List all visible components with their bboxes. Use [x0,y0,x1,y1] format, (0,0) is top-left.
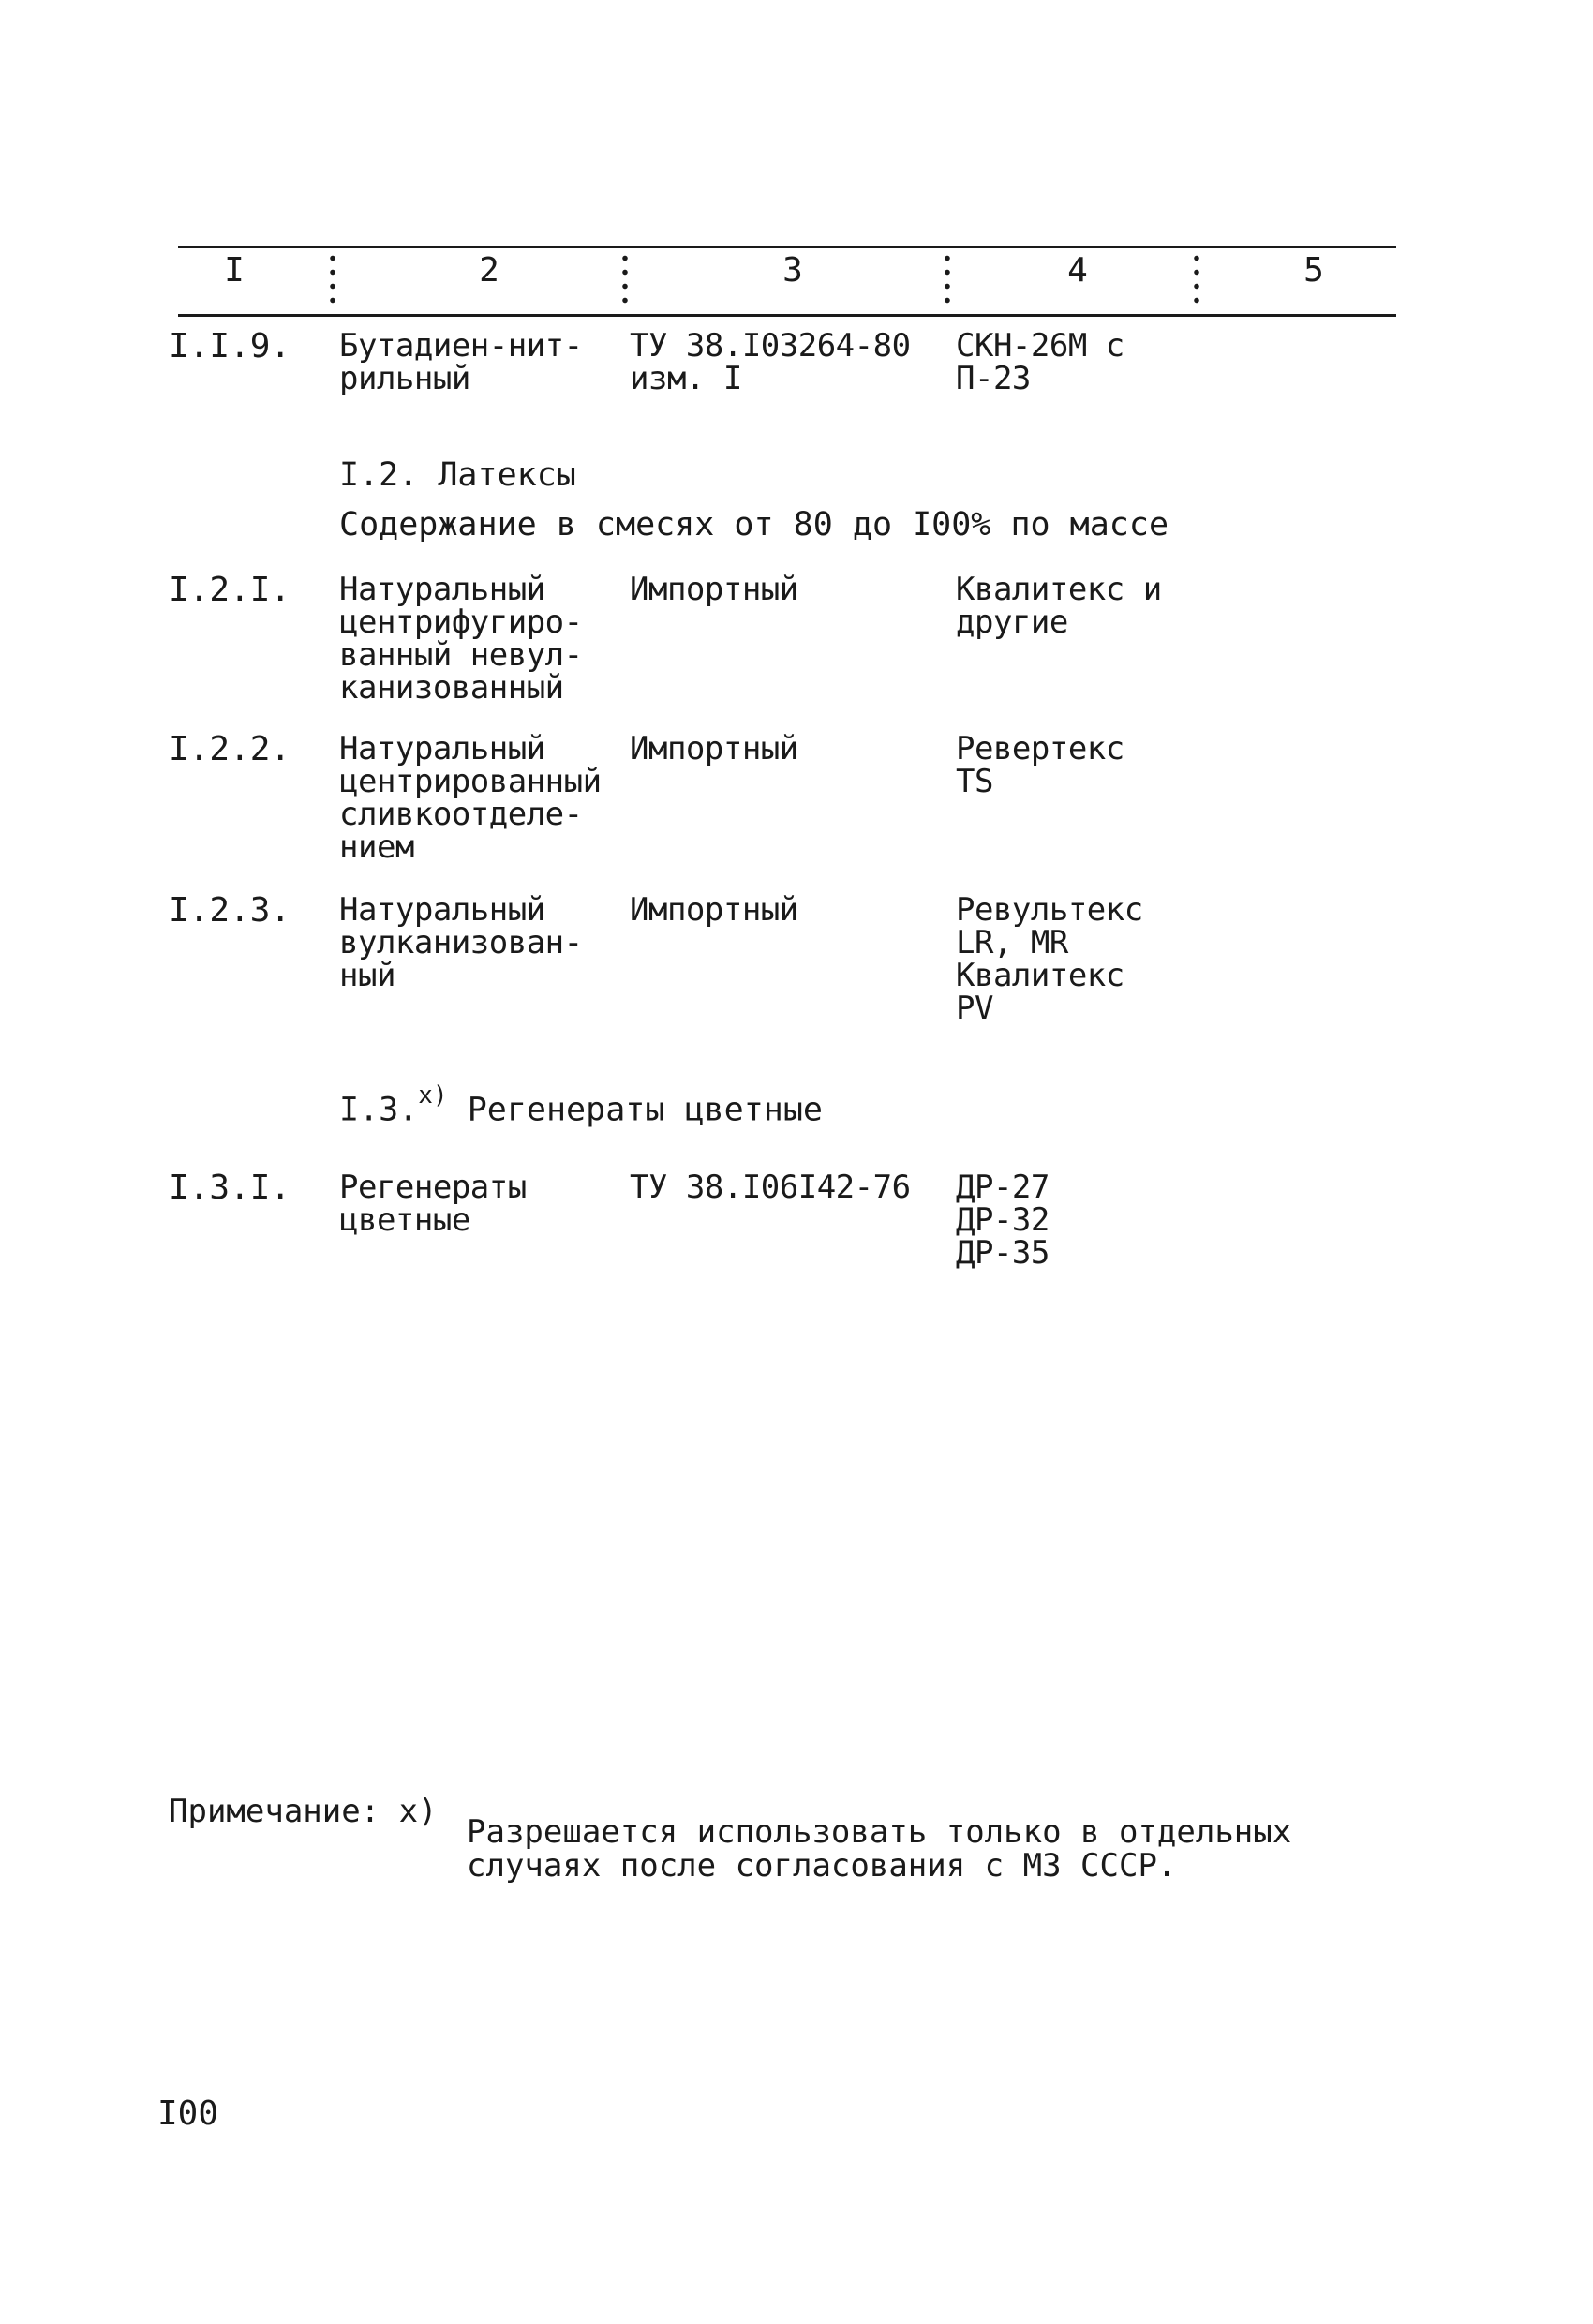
row-spec: Импортный [630,730,798,767]
row-number: I.2.I. [169,571,291,609]
page-number: I00 [157,2094,219,2133]
header-col-5: 5 [1303,251,1324,290]
column-separator [622,251,628,309]
column-separator [330,251,335,309]
row-name: Бутадиен-нит- рильный [339,327,583,397]
row-grade: Ревультекс LR, МR Квалитекс PV [956,891,1143,1027]
section-title: Регенераты цветные [467,1091,823,1129]
column-separator [945,251,950,309]
section-subtitle: Содержание в смесях от 80 до I00% по массе [339,506,1169,544]
row-name: Натуральный центрированный сливкоотделе- нием [339,730,602,866]
section-heading [339,1081,823,1129]
row-number: I.I.9. [169,327,291,365]
header-col-4: 4 [1067,251,1088,290]
row-spec: Импортный [630,571,798,608]
row-number: I.3.I. [169,1169,291,1207]
row-number: I.2.2. [169,730,291,768]
row-spec: Импортный [630,891,798,929]
row-grade: ДР-27 ДР-32 ДР-35 [956,1169,1050,1272]
row-name: Натуральный вулканизован- ный [339,891,583,994]
footnote-mark: x) [418,1081,448,1110]
row-grade: СКН-26М с П-23 [956,327,1124,397]
header-top-rule [178,246,1396,248]
footnote-label: Примечание: x) [169,1793,438,1830]
footnote-text: Разрешается использовать только в отдельных случаях после согласования с МЗ СССР. [467,1813,1292,1885]
column-separator [1194,251,1199,309]
section-number: I.3. [339,1091,419,1129]
row-name: Натуральный центрифугиро- ванный невул- канизованный [339,571,583,707]
row-name: Регенераты цветные [339,1169,527,1239]
header-col-3: 3 [782,251,803,290]
row-grade: Квалитекс и другие [956,571,1162,641]
header-bottom-rule [178,314,1396,317]
header-col-2: 2 [479,251,499,290]
row-grade: Ревертекс TS [956,730,1124,800]
section-heading: I.2. Латексы [339,456,576,494]
row-spec: ТУ 38.I06I42-76 [630,1169,911,1206]
row-number: I.2.3. [169,891,291,930]
header-col-1: I [224,251,245,290]
row-spec: ТУ 38.I03264-80 изм. I [630,327,911,397]
